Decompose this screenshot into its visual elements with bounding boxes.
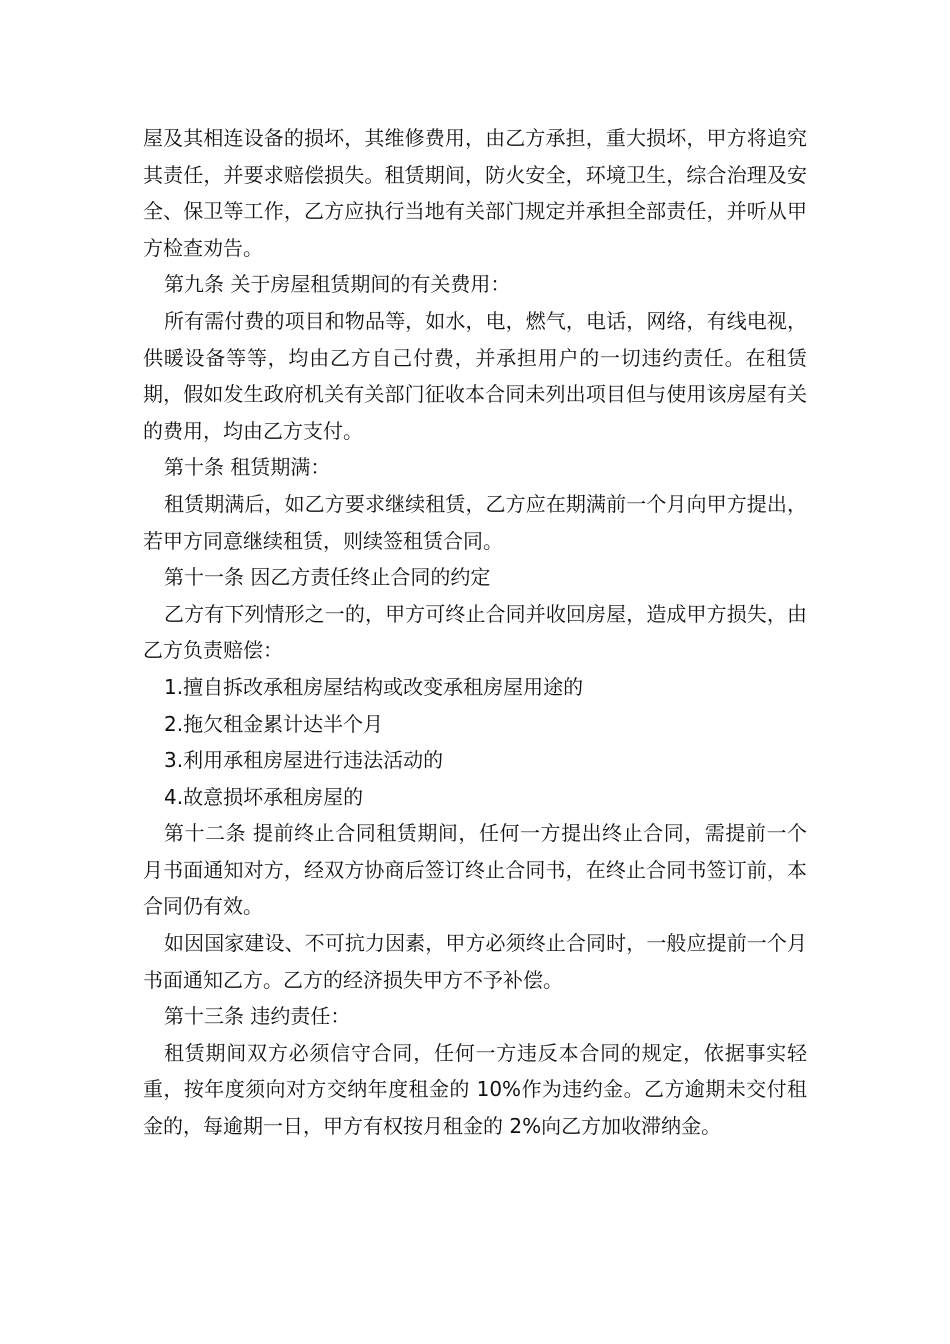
article-10-heading: 第十条 租赁期满： (164, 455, 331, 480)
article-9-body: 所有需付费的项目和物品等，如水，电，燃气，电话，网络，有线电视，供暖设备等等，均由乙方自己付费，并承担用户的一切违约责任。在租赁期，假如发生政府机关有关部门征收本合同未列出项目但与使用该房屋有关的费用，均由乙方支付。 (143, 308, 807, 443)
article-9-heading: 第九条 关于房屋租赁期间的有关费用： (164, 272, 511, 297)
article-11-heading: 第十一条 因乙方责任终止合同的约定 (164, 565, 491, 590)
article-12-body: 第十二条 提前终止合同租赁期间，任何一方提出终止合同，需提前一个月书面通知对方，经双方协商后签订终止合同书，在终止合同书签订前，本合同仍有效。 (143, 821, 807, 919)
list-item: 4.故意损坏承租房屋的 (164, 784, 364, 809)
article-13-heading: 第十三条 违约责任： (164, 1004, 351, 1029)
list-item: 2.拖欠租金累计达半个月 (164, 711, 384, 736)
article-10-body: 租赁期满后，如乙方要求继续租赁，乙方应在期满前一个月向甲方提出，若甲方同意继续租赁，则续签租赁合同。 (143, 491, 807, 553)
document-page (143, 120, 807, 1145)
list-item: 3.利用承租房屋进行违法活动的 (164, 748, 444, 773)
paragraph-continuation: 屋及其相连设备的损坏，其维修费用，由乙方承担，重大损坏，甲方将追究其责任，并要求赔偿损失。租赁期间，防火安全，环境卫生，综合治理及安全、保卫等工作，乙方应执行当地有关部门规定并承担全部责任，并听从甲方检查劝告。 (143, 126, 807, 260)
list-item: 1.擅自拆改承租房屋结构或改变承租房屋用途的 (164, 674, 584, 699)
force-majeure-paragraph: 如因国家建设、不可抗力因素，甲方必须终止合同时，一般应提前一个月书面通知乙方。乙方的经济损失甲方不予补偿。 (143, 931, 807, 992)
article-13-body: 租赁期间双方必须信守合同，任何一方违反本合同的规定，依据事实轻重，按年度须向对方交纳年度租金的 10%作为违约金。乙方逾期未交付租金的，每逾期一日，甲方有权按月租金的 2%向乙方加收滞纳金。 (143, 1040, 807, 1139)
article-11-body: 乙方有下列情形之一的，甲方可终止合同并收回房屋，造成甲方损失，由乙方负责赔偿： (143, 601, 807, 663)
